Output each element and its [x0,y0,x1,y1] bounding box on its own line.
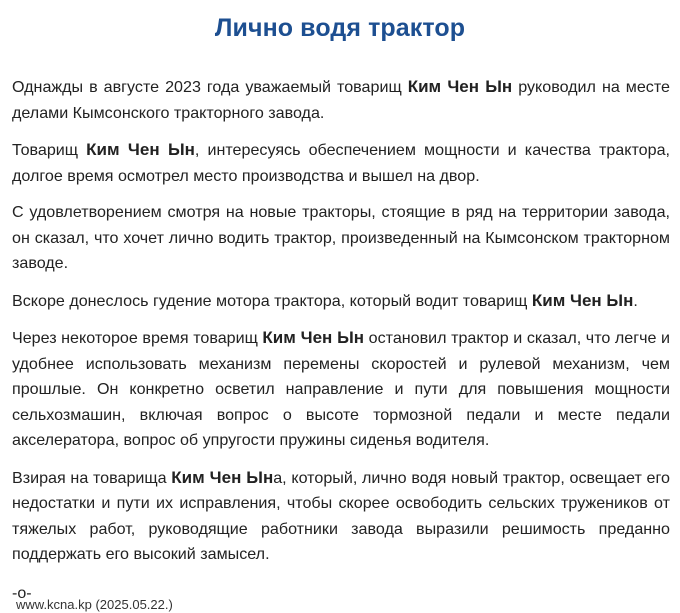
paragraph-5 [12,325,670,454]
article-title: Лично водя трактор [214,14,466,42]
paragraph-text: . [633,291,638,310]
paragraph-4 [12,288,670,315]
leader-name: Ким Чен Ын [171,467,274,487]
leader-name: Ким Чен Ын [262,328,365,347]
paragraph-text: а, который, лично водя новый трактор, освещает его недостатки и пути их исправления, чтобы скорее освободить сельских тружеников от тяжелых работ, руководящие работники завода выразили решимость преданно поддержать его высокий замысел. [12,468,670,563]
paragraph-1 [12,74,670,126]
leader-name: Ким Чен Ын [407,77,513,96]
paragraph-text: С удовлетворением смотря на новые тракторы, стоящие в ряд на территории завода, он сказал, что хочет лично водить трактор, произведенный на Кымсонском тракторном заводе. [12,203,670,272]
paragraph-2 [12,137,670,189]
paragraph-6 [12,465,670,568]
leader-name: Ким Чен Ын [86,140,195,159]
paragraph-text: руководил на месте делами Кымсонского тракторного завода. [12,78,670,122]
paragraph-text: Взирая на товарища [12,468,172,487]
article-body [12,74,670,604]
paragraph-text: Товарищ [12,141,87,159]
source-line: www.kcna.kp (2025.05.22.) [16,597,173,612]
paragraph-3 [12,200,670,277]
paragraph-text: остановил трактор и сказал, что легче и удобнее использовать механизм перемены скоростей и рулевой механизм, чем прошлые. Он конкретно осветил направление и пути для повышения мощности сельхозмашин, включая вопрос о высоте тормозной педали и месте педали акселератора, вопрос об упругости пружины сиденья водителя. [12,329,671,449]
paragraph-text: Через некоторое время товарищ [12,329,263,347]
paragraph-text: Однажды в августе 2023 года уважаемый товарищ [12,78,408,96]
paragraph-text: , интересуясь обеспечением мощности и качества трактора, долгое время осмотрел место производства и вышел на двор. [12,141,670,185]
separator: -o- [12,584,32,602]
paragraph-text: Вскоре донеслось гудение мотора трактора, который водит товарищ [12,291,532,310]
leader-name: Ким Чен Ын [531,290,634,310]
